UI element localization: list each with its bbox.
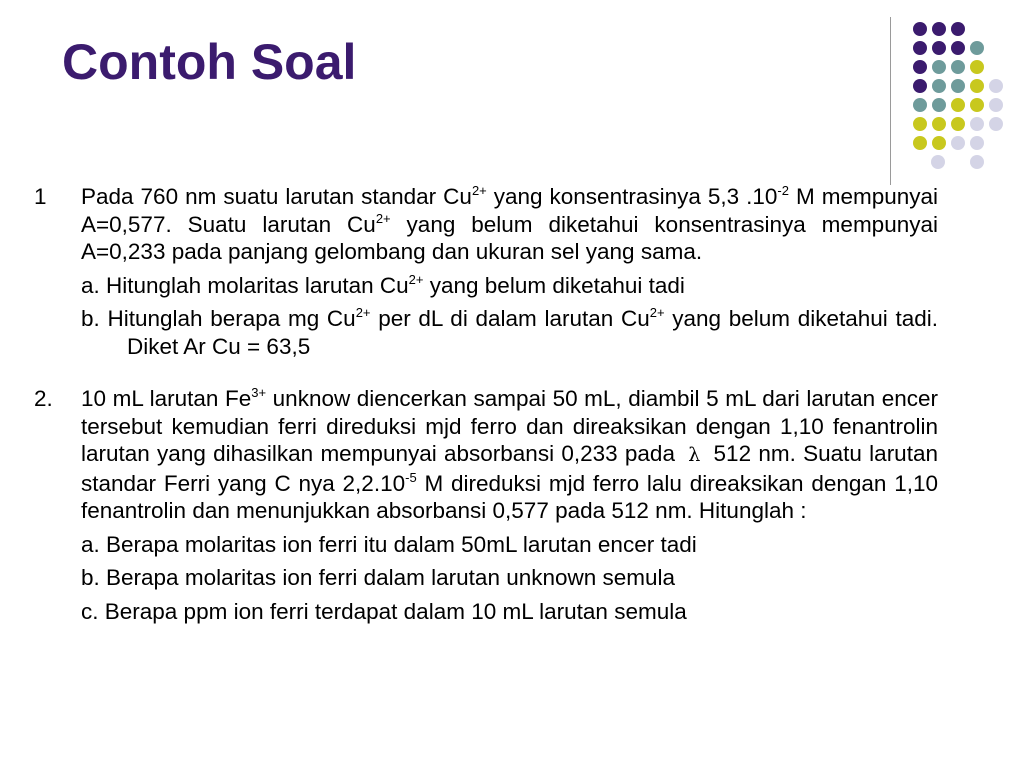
decorative-dot — [913, 41, 927, 55]
decorative-dot — [970, 155, 984, 169]
problem-2-question-b: b. Berapa molaritas ion ferri dalam larutan unknown semula — [81, 565, 676, 590]
decorative-dot — [913, 60, 927, 74]
decorative-dot — [932, 60, 946, 74]
decorative-dot — [970, 79, 984, 93]
divider-line — [890, 17, 891, 185]
decorative-dot — [951, 22, 965, 36]
decorative-dot — [932, 41, 946, 55]
problem-2 — [34, 385, 938, 625]
problem-1-question-a: a. Hitunglah molaritas larutan $Cu^{2+}$ yang belum diketahui tadi — [81, 271, 685, 298]
problem-2-question-c: c. Berapa ppm ion ferri terdapat dalam 10 mL larutan semula — [81, 598, 687, 624]
decorative-dot — [913, 136, 927, 150]
decorative-dot — [989, 79, 1003, 93]
decorative-dot — [951, 136, 965, 150]
problem-1-text: Pada 760 nm suatu larutan standar $Cu^{2+}$ yang konsentrasinya 5,3 $.10^{-2}$ M mempunyai A=0,577. Suatu larutan $Cu^{2+}$ yang belum diketahui konsentrasinya mempunyai A=0,233 pada panjang gelombang dan ukuran sel yang sama. — [81, 183, 939, 264]
decorative-dot — [951, 117, 965, 131]
problem-1-question-b: b. Hitunglah berapa mg $Cu^{2+}$ per dL di dalam larutan $Cu^{2+}$ yang belum diketahui tadi. Diket Ar Cu = 63,5 — [81, 305, 938, 359]
decorative-dot — [951, 41, 965, 55]
slide-title: Contoh Soal — [62, 34, 357, 90]
decorative-dot — [932, 136, 946, 150]
problem-2-question-a: a. Berapa molaritas ion ferri itu dalam 50mL larutan encer tadi — [81, 531, 697, 557]
decorative-dot — [913, 98, 927, 112]
decorative-dot — [951, 98, 965, 112]
decorative-dot — [931, 155, 945, 169]
decorative-dot — [989, 98, 1003, 112]
decorative-dot — [951, 79, 965, 93]
decorative-dot — [932, 79, 946, 93]
slide-body — [34, 183, 938, 625]
decorative-dot — [970, 98, 984, 112]
decorative-dot — [913, 22, 927, 36]
problem-1-number: 1 — [34, 184, 47, 209]
problem-2-number: 2. — [34, 386, 53, 411]
decorative-dot — [913, 79, 927, 93]
decorative-dot — [932, 117, 946, 131]
decorative-dot — [989, 117, 1003, 131]
decorative-dot — [913, 117, 927, 131]
decorative-dot — [951, 60, 965, 74]
lambda-symbol: λ — [688, 444, 701, 466]
decorative-dot — [932, 22, 946, 36]
decorative-dot — [970, 136, 984, 150]
problem-1 — [34, 183, 938, 360]
problem-2-text: 10 mL larutan $Fe^{3+}$ unknow diencerkan sampai 50 mL, diambil 5 mL dari larutan encer tersebut kemudian ferri direduksi mjd ferro dan direaksikan dengan 1,10 fenantrolin larutan yang dihasilkan mempunyai absorbansi 0,233 pada λ 512 nm. Suatu larutan standar Ferri yang C nya $2,2.10^{-5}$ M direduksi mjd ferro lalu direaksikan dengan 1,10 fenantrolin dan menunjukkan absorbansi 0,577 pada 512 nm. Hitunglah : — [81, 385, 938, 523]
decorative-dot — [932, 98, 946, 112]
decorative-dot — [970, 41, 984, 55]
decorative-dot — [970, 117, 984, 131]
decorative-dot — [970, 60, 984, 74]
